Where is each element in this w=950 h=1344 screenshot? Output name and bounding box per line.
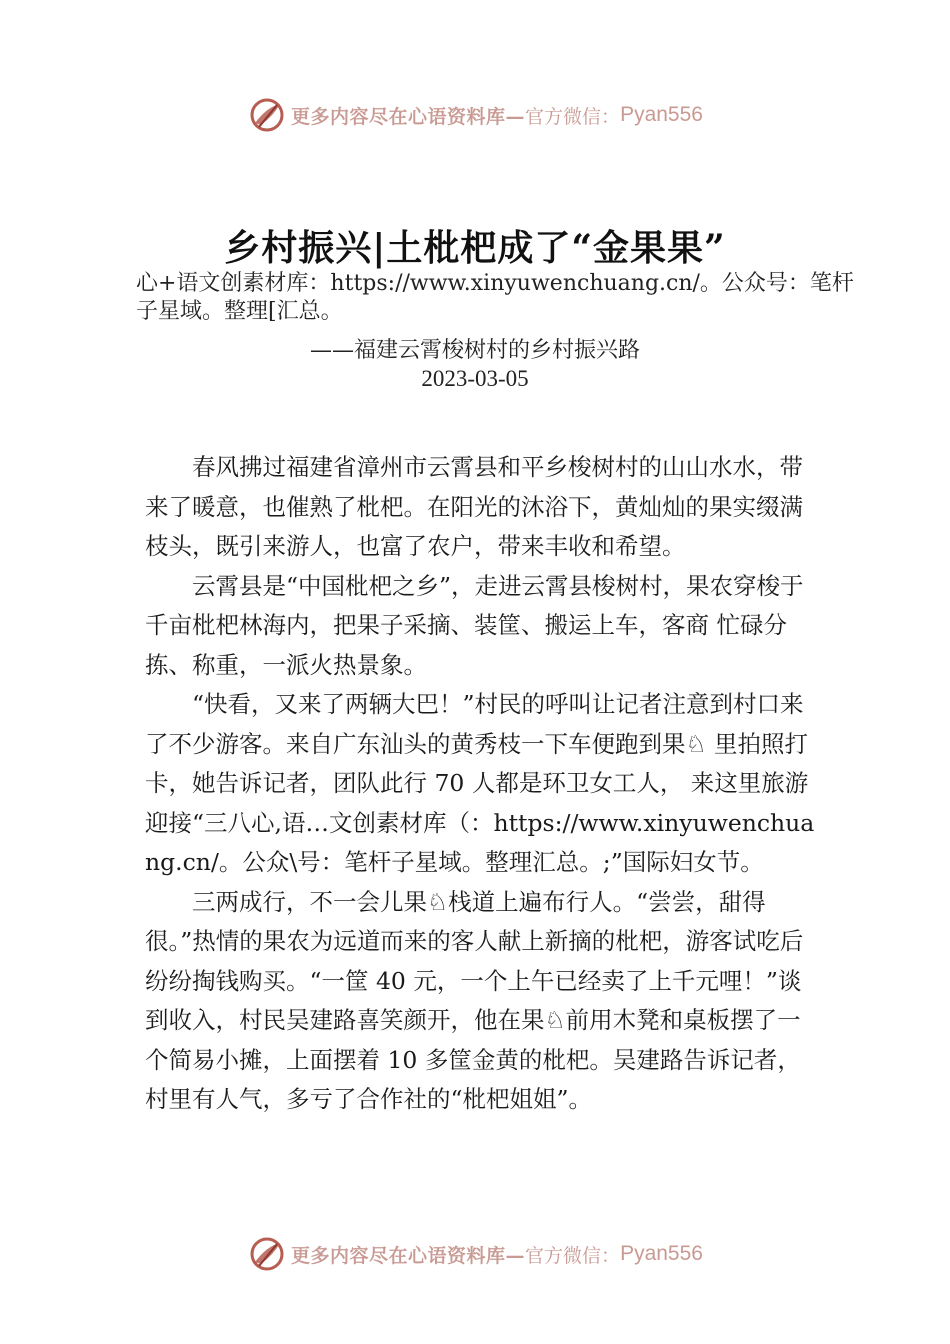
banner-wechat-label: 官方微信：	[525, 1244, 621, 1267]
paragraph: 云霄县是“中国枇杷之乡”，走进云霄县梭树村，果农穿梭于千亩枇杷林海内，把果子采摘、装筐、搬运上车，客商 忙碌分拣、称重，一派火热景象。	[145, 571, 804, 679]
paragraph: 春风拂过福建省漳州市云霄县和平乡梭树村的山山水水，带来了暖意，也催熟了枇杷。在阳光的沐浴下，黄灿灿的果实缀满枝头，既引来游人，也富了农户，带来丰收和希望。	[145, 453, 803, 560]
paragraph: 三两成行，不一会儿果♘栈道上遍布行人。“尝尝，甜得很。”热情的果农为远道而来的客人献上新摘的枇杷，游客试吃后纷纷掏钱购买。“一筐 40 元，一个上午已经卖了上千元哩！”谈到收入，村民吴建路喜笑颜开，他在果♘前用木凳和桌板摆了一个简易小摊，上面摆着 10 多筐金黄的枇杷。吴建路告诉记者，村里有人气，多亏了合作社的“枇杷姐姐”。	[145, 887, 804, 1113]
article-title: 乡村振兴|土枇杷成了“金果果”	[224, 227, 726, 269]
paragraph: “快看，又来了两辆大巴！”村民的呼叫让记者注意到村口来了不少游客。来自广东汕头的黄秀枝一下车便跑到果♘ 里拍照打卡，她告诉记者，团队此行 70 人都是环卫女工人， 来这里旅游迎接“三八心,语…文创素材库（：https://www.xinyuwenchuang.cn/。公众\号：笔杆子星域。整理汇总。;”国际妇女节。	[145, 690, 815, 876]
article-body	[145, 448, 815, 1120]
banner-text: 更多内容尽在心语资料库—	[291, 1244, 526, 1267]
article-date: 2023-03-05	[421, 366, 529, 391]
brush-logo-icon	[247, 1234, 287, 1274]
banner-wechat-id: Pyan556	[620, 1242, 703, 1265]
banner-text: 更多内容尽在心语资料库—	[291, 105, 526, 128]
header-banner	[0, 93, 950, 137]
banner-wechat-id: Pyan556	[620, 103, 703, 126]
banner-wechat-label: 官方微信：	[525, 105, 621, 128]
source-note: 心+语文创素材库：https://www.xinyuwenchuang.cn/。公众号：笔杆子星域。整理[汇总。	[136, 271, 854, 324]
footer-banner	[0, 1232, 950, 1276]
brush-logo-icon	[247, 95, 287, 135]
article-subtitle: ——福建云霄梭树村的乡村振兴路	[309, 338, 640, 363]
